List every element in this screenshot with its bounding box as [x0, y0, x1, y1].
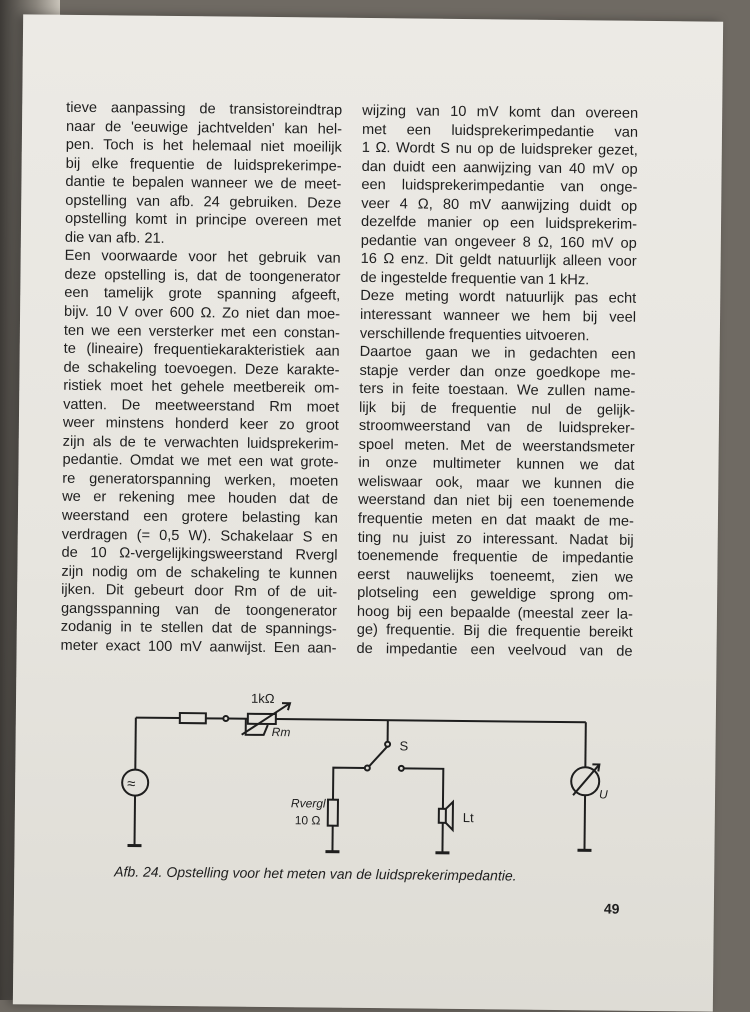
text-line: dezelfde manier op een luidsprekerim- [361, 213, 637, 234]
text-line: te (lineaire) frequentiekarakteristiek aan [64, 340, 340, 361]
text-line: gangsspanning van de toongenerator [61, 600, 337, 621]
text-line: dantie te bepalen wanneer we de meet- [65, 173, 341, 194]
text-line: lijk bij de frequentie nul de gelijk- [359, 399, 635, 420]
text-line: weliswaar ook, maar we kunnen die [358, 473, 634, 494]
text-line: een luidsprekerimpedantie van onge- [361, 176, 637, 197]
rvergl-label: Rvergl [291, 796, 326, 810]
text-line: ten we een versterker met een constan- [64, 321, 340, 342]
text-line: meter exact 100 mV aanwijst. Een aan- [60, 637, 336, 658]
text-line: ge) frequentie. Bij die frequentie bereikt [357, 621, 633, 642]
text-line: veer 4 Ω, 80 mV aanwijzing duidt op [361, 195, 637, 216]
text-line: ters in feite toestaan. We zullen name- [359, 380, 635, 401]
text-line: interessant wanneer we hem bij veel [360, 306, 636, 327]
text-line: hoog bij een bepaalde (meestal zeer la- [357, 603, 633, 624]
text-line: ting nu juist zo interessant. Nadat bij [358, 528, 634, 549]
text-line: naar de 'eeuwige jachtvelden' kan hel- [66, 117, 342, 138]
text-line: stapje verder dan onze goedkope me- [359, 362, 635, 383]
generator-symbol-label: ≈ [127, 775, 135, 792]
text-line: plotseling een geweldige sprong om- [357, 584, 633, 605]
source-resistor [180, 713, 206, 723]
text-line: met een luidsprekerimpedantie van [362, 120, 638, 141]
text-line: weerstand een grotere belasting kan [62, 507, 338, 528]
switch-blade [369, 746, 387, 766]
text-line: bij elke frequentie de luidsprekerimpe- [66, 154, 342, 175]
text-line: weer minstens honderd keer zo groot [63, 414, 339, 435]
text-line: een tamelijk grote spanning afgeeft, [64, 284, 340, 305]
text-line: de ingestelde frequentie van 1 kHz. [360, 269, 636, 290]
text-line: dan duidt een aanwijzing van 40 mV op [362, 158, 638, 179]
text-line: zodanig in te stellen dat de spannings- [61, 618, 337, 639]
book-page [13, 14, 723, 1011]
text-line: verdragen (= 0,5 W). Schakelaar S en [62, 525, 338, 546]
text-line: 16 Ω enz. Dit geldt natuurlijk alleen voor [361, 250, 637, 271]
switch-label: S [399, 738, 408, 753]
wire [135, 718, 136, 770]
wire [333, 768, 365, 800]
rvergl-resistor [328, 800, 338, 826]
text-line: zijn nodig om de schakeling te kunnen [61, 562, 337, 583]
figure-caption: Afb. 24. Opstelling voor het meten van de luidsprekerimpedantie. [114, 863, 516, 883]
text-line: Een voorwaarde voor het gebruik van [65, 247, 341, 268]
text-line: toenemende frequentie de impedantie [357, 547, 633, 568]
wire [276, 719, 586, 722]
text-line: Daartoe gaan we in gedachten een [360, 343, 636, 364]
text-line: eerst nauwelijks toeneemt, zien we [357, 566, 633, 587]
speaker-label: Lt [463, 810, 474, 825]
switch-terminal [365, 765, 370, 770]
text-line: bijv. 10 V over 600 Ω. Zo niet dan moe- [64, 303, 340, 324]
text-line: opstelling komt in principe overeen met [65, 210, 341, 231]
text-line: frequentie meten en dat maakt de me- [358, 510, 634, 531]
rvergl-value-label: 10 Ω [295, 813, 321, 827]
text-line: we er rekening mee houden dat de [62, 488, 338, 509]
text-line: de impedantie een veelvoud van de [356, 640, 632, 661]
terminal [223, 716, 228, 721]
switch-terminal [385, 742, 390, 747]
text-line: pedantie van ongeveer 8 Ω, 160 mV op [361, 232, 637, 253]
wire [135, 796, 136, 846]
text-line: deze opstelling is, dat de toongenerator [64, 266, 340, 287]
text-line: stroomweerstand van de luidspreker- [359, 417, 635, 438]
text-line: verschillende frequenties uitvoeren. [360, 324, 636, 345]
text-line: wijzing van 10 mV komt dan overeen [362, 102, 638, 123]
voltmeter-label: U [599, 787, 608, 801]
generator-branch [122, 717, 149, 845]
text-line: die van afb. 21. [65, 229, 341, 250]
text-line: weerstand dan niet bij een toenemende [358, 491, 634, 512]
text-line: ristiek moet het gehele meetbereik om- [63, 377, 339, 398]
text-line: spoel meten. Met de weerstandsmeter [359, 436, 635, 457]
text-line: de schakeling toevoegen. Deze karakte- [63, 358, 339, 379]
switch-terminal [399, 766, 404, 771]
text-line: pedantie. Omdat we met een wat grote- [62, 451, 338, 472]
text-line: Deze meting wordt natuurlijk pas echt [360, 287, 636, 308]
right-text-column [356, 102, 638, 661]
circuit-diagram [94, 677, 636, 868]
text-line: 1 Ω. Wordt S nu op de luidspreker gezet, [362, 139, 638, 160]
wire [403, 768, 443, 808]
rm-value-label: 1kΩ [251, 691, 275, 706]
text-line: de 10 Ω-vergelijkingsweerstand Rvergl [61, 544, 337, 565]
rm-wiper [246, 719, 268, 735]
text-line: in onze multimeter kunnen we dat [358, 454, 634, 475]
left-text-column [60, 99, 342, 658]
wire [584, 795, 585, 850]
speaker-body [439, 809, 446, 823]
text-line: tieve aanpassing de transistoreindtrap [66, 99, 342, 120]
text-line: ijken. Dit gebeurt door Rm of de uit- [61, 581, 337, 602]
page-number: 49 [604, 900, 620, 916]
text-line: zijn als de te verwachten luidsprekerim- [63, 433, 339, 454]
text-line: vatten. De meetweerstand Rm moet [63, 396, 339, 417]
text-line: opstelling van afb. 24 gebruiken. Deze [65, 192, 341, 213]
text-line: pen. Toch is het helemaal niet moeilijk [66, 136, 342, 157]
rm-label: Rm [272, 725, 291, 739]
text-line: re generatorspanning werken, moeten [62, 470, 338, 491]
